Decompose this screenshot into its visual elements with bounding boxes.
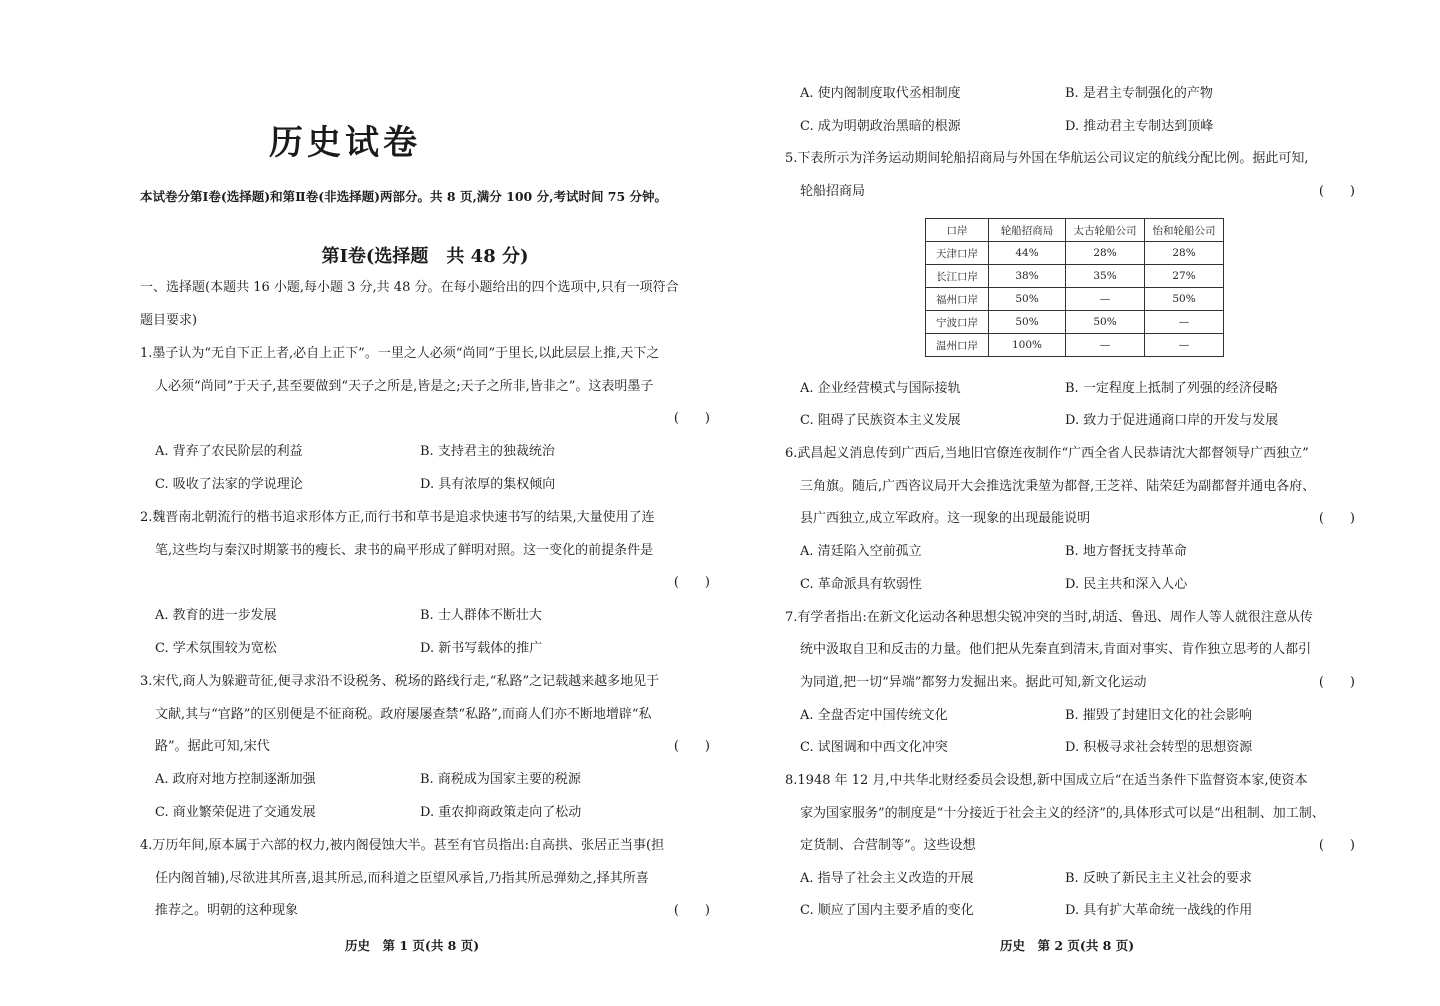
table-cell: 50% (989, 311, 1066, 334)
table-cell: 福州口岸 (926, 288, 989, 311)
question-8-text: 家为国家服务”的制度是“十分接近于社会主义的经济”的,具体形式可以是“出租制、加工制、 (800, 806, 1325, 821)
table-header-cell: 轮船招商局 (989, 219, 1066, 242)
page-footer-right: 历史 第 2 页(共 8 页) (1000, 938, 1135, 953)
table-row (926, 334, 1224, 357)
instructions-line: 一、选择题(本题共 16 小题,每小题 3 分,共 48 分。在每小题给出的四个选项中,只有一项符合 (140, 280, 679, 295)
question-1-text: 1.墨子认为“无自下正上者,必自上正下”。一里之人必须“尚同”于里长,以此层层上推,天下之 (140, 346, 660, 361)
question-4-option-a: A. 使内阁制度取代丞相制度 (800, 86, 961, 101)
question-2-text: 2.魏晋南北朝流行的楷书追求形体方正,而行书和草书是追求快速书写的结果,大量使用了连 (140, 510, 655, 525)
table-cell: 38% (989, 265, 1066, 288)
intro-text: 本试卷分第Ⅰ卷(选择题)和第Ⅱ卷(非选择题)两部分。共 8 页,满分 100 分,考试时间 75 分钟。 (140, 189, 668, 204)
question-1-option-c: C. 吸收了法家的学说理论 (155, 477, 303, 492)
page-title: 历史试卷 (269, 123, 421, 163)
question-3-option-c: C. 商业繁荣促进了交通发展 (155, 805, 316, 820)
question-5-option-d: D. 致力于促进通商口岸的开发与发展 (1065, 413, 1279, 428)
question-5-text: 轮船招商局 (800, 184, 866, 199)
question-7-option-a: A. 全盘否定中国传统文化 (800, 708, 948, 723)
question-1-option-a: A. 背弃了农民阶层的利益 (155, 444, 303, 459)
question-8-text: 8.1948 年 12 月,中共华北财经委员会设想,新中国成立后“在适当条件下监督资本家,使资本 (785, 773, 1308, 788)
table-cell: 28% (1066, 242, 1145, 265)
table-cell: 27% (1145, 265, 1224, 288)
table-cell: 35% (1066, 265, 1145, 288)
question-6-text: 三角旗。随后,广西咨议局开大会推选沈秉堃为都督,王芝祥、陆荣廷为副都督并通电各府、 (800, 479, 1316, 494)
question-7-text: 为同道,把一切“异端”都努力发掘出来。据此可知,新文化运动 (800, 675, 1147, 690)
question-5-option-b: B. 一定程度上抵制了列强的经济侵略 (1065, 381, 1278, 396)
question-6-option-a: A. 清廷陷入空前孤立 (800, 544, 922, 559)
table-cell: 50% (989, 288, 1066, 311)
question-6-text: 6.武昌起义消息传到广西后,当地旧官僚连夜制作“广西全省人民恭请沈大都督领导广西独立” (785, 446, 1309, 461)
question-7-option-d: D. 积极寻求社会转型的思想资源 (1065, 740, 1253, 755)
table-header-row (926, 219, 1224, 242)
table-row (926, 288, 1224, 311)
question-6-option-d: D. 民主共和深入人心 (1065, 577, 1188, 592)
question-1-text: 人必须“尚同”于天子,甚至要做到“天子之所是,皆是之;天子之所非,皆非之”。这表明墨子 (155, 379, 654, 394)
question-1-option-b: B. 支持君主的独裁统治 (420, 444, 555, 459)
section-title: 第Ⅰ卷(选择题 共 48 分) (321, 246, 529, 267)
table-cell: — (1066, 288, 1145, 311)
route-allocation-table (925, 218, 1224, 357)
question-8-option-d: D. 具有扩大革命统一战线的作用 (1065, 903, 1253, 918)
table-header-cell: 口岸 (926, 219, 989, 242)
question-6-option-c: C. 革命派具有软弱性 (800, 577, 922, 592)
instructions-line: 题目要求) (140, 313, 198, 328)
table-cell: 100% (989, 334, 1066, 357)
table-cell: — (1145, 334, 1224, 357)
question-3-text: 3.宋代,商人为躲避苛征,便寻求沿不设税务、税场的路线行走,“私路”之记载越来越多地见于 (140, 674, 660, 689)
question-7-text: 统中汲取自卫和反击的力量。他们把从先秦直到清末,肯面对事实、肯作独立思考的人都引 (800, 642, 1312, 657)
question-2-option-c: C. 学术氛围较为宽松 (155, 641, 277, 656)
answer-blank: ( ) (673, 411, 710, 426)
question-5-option-a: A. 企业经营模式与国际接轨 (800, 381, 961, 396)
answer-blank: ( ) (1318, 675, 1355, 690)
table-cell: 温州口岸 (926, 334, 989, 357)
answer-blank: ( ) (1318, 511, 1355, 526)
answer-blank: ( ) (673, 575, 710, 590)
table-cell: — (1066, 334, 1145, 357)
question-3-text: 文献,其与“官路”的区别便是不征商税。政府屡屡查禁“私路”,而商人们亦不断地增辟“私 (155, 707, 652, 722)
table-cell: 宁波口岸 (926, 311, 989, 334)
question-3-option-b: B. 商税成为国家主要的税源 (420, 772, 581, 787)
table-row (926, 265, 1224, 288)
table-cell: 50% (1145, 288, 1224, 311)
answer-blank: ( ) (673, 903, 710, 918)
table-cell: 28% (1145, 242, 1224, 265)
question-5-option-c: C. 阻碍了民族资本主义发展 (800, 413, 961, 428)
page-footer-left: 历史 第 1 页(共 8 页) (345, 938, 480, 953)
question-7-option-c: C. 试图调和中西文化冲突 (800, 740, 948, 755)
answer-blank: ( ) (1318, 838, 1355, 853)
table-cell: 50% (1066, 311, 1145, 334)
question-4-option-c: C. 成为明朝政治黑暗的根源 (800, 119, 961, 134)
question-3-text: 路”。据此可知,宋代 (155, 739, 270, 754)
question-1-option-d: D. 具有浓厚的集权倾向 (420, 477, 556, 492)
question-2-option-b: B. 士人群体不断壮大 (420, 608, 542, 623)
question-2-text: 笔,这些均与秦汉时期篆书的瘦长、隶书的扁平形成了鲜明对照。这一变化的前提条件是 (155, 543, 654, 558)
question-5-text: 5.下表所示为洋务运动期间轮船招商局与外国在华航运公司议定的航线分配比例。据此可知, (785, 151, 1309, 166)
question-4-option-d: D. 推动君主专制达到顶峰 (1065, 119, 1214, 134)
answer-blank: ( ) (673, 739, 710, 754)
question-8-option-c: C. 顺应了国内主要矛盾的变化 (800, 903, 974, 918)
question-8-option-b: B. 反映了新民主主义社会的要求 (1065, 871, 1252, 886)
question-7-text: 7.有学者指出:在新文化运动各种思想尖锐冲突的当时,胡适、鲁迅、周作人等人就很注意从传 (785, 610, 1313, 625)
question-4-option-b: B. 是君主专制强化的产物 (1065, 86, 1213, 101)
question-3-option-d: D. 重农抑商政策走向了松动 (420, 805, 582, 820)
table-cell: 44% (989, 242, 1066, 265)
question-3-option-a: A. 政府对地方控制逐渐加强 (155, 772, 316, 787)
answer-blank: ( ) (1318, 184, 1355, 199)
table-cell: 长江口岸 (926, 265, 989, 288)
question-7-option-b: B. 摧毁了封建旧文化的社会影响 (1065, 708, 1252, 723)
table-cell: — (1145, 311, 1224, 334)
question-6-option-b: B. 地方督抚支持革命 (1065, 544, 1187, 559)
table-cell: 天津口岸 (926, 242, 989, 265)
table-row (926, 311, 1224, 334)
question-8-option-a: A. 指导了社会主义改造的开展 (800, 871, 974, 886)
question-8-text: 定货制、合营制等”。这些设想 (800, 838, 976, 853)
table-header-cell: 太古轮船公司 (1066, 219, 1145, 242)
table-header-cell: 怡和轮船公司 (1145, 219, 1224, 242)
question-4-text: 4.万历年间,原本属于六部的权力,被内阁侵蚀大半。甚至有官员指出:自高拱、张居正当事(担 (140, 838, 665, 853)
question-2-option-d: D. 新书写载体的推广 (420, 641, 543, 656)
table-row (926, 242, 1224, 265)
question-2-option-a: A. 教育的进一步发展 (155, 608, 277, 623)
question-4-text: 任内阁首辅),尽欲进其所喜,退其所忌,而科道之臣望风承旨,乃指其所忌弹劾之,择其所喜 (155, 871, 649, 886)
question-4-text: 推荐之。明朝的这种现象 (155, 903, 299, 918)
question-6-text: 县广西独立,成立军政府。这一现象的出现最能说明 (800, 511, 1091, 526)
